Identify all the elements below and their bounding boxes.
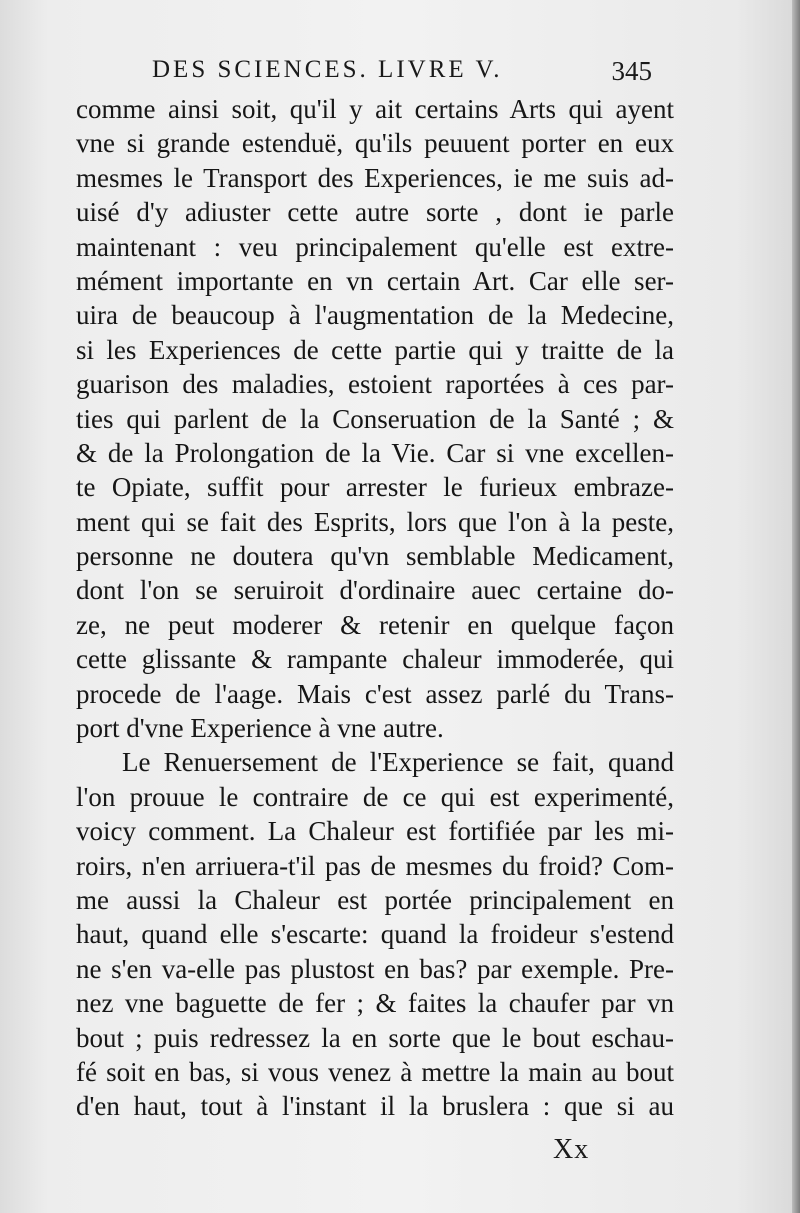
paragraph-transport (76, 92, 674, 745)
text-line: port d'vne Experience à vne autre. (76, 713, 444, 744)
text-line: dont l'on se seruiroit d'ordinaire auec certaine do- (76, 575, 674, 606)
text-line: ne s'en va-elle pas plustost en bas? par exemple. Pre- (76, 953, 674, 984)
text-line: comme ainsi soit, qu'il y ait certains Arts qui ayent (76, 94, 674, 124)
text-line: nez vne baguette de fer ; & faites la chaufer par vn (76, 988, 674, 1019)
text-line: personne ne doutera qu'vn semblable Medicament, (76, 541, 674, 572)
text-line: d'en haut, tout à l'instant il la bruslera : que si au (76, 1091, 674, 1122)
text-line: maintenant : veu principalement qu'elle est extre- (76, 231, 674, 262)
text-line: ment qui se fait des Esprits, lors que l'on à la peste, (76, 506, 674, 537)
text-line: roirs, n'en arriuera-t'il pas de mesmes du froid? Com- (76, 850, 674, 881)
paragraph-renuersement (76, 745, 674, 1123)
page-header (152, 56, 652, 96)
text-line: si les Experiences de cette partie qui y traitte de la (76, 334, 674, 365)
text-line: ties qui parlent de la Conseruation de la Santé ; & (76, 403, 674, 434)
text-line: guarison des maladies, estoient raportées à ces par- (76, 369, 674, 400)
text-line: Le Renuersement de l'Experience se fait, quand (122, 747, 674, 778)
running-title: DES SCIENCES. LIVRE V. (152, 56, 503, 83)
text-line: uira de beaucoup à l'augmentation de la Medecine, (76, 300, 674, 331)
text-line: procede de l'aage. Mais c'est assez parlé du Trans- (76, 678, 674, 709)
text-line: cette glissante & rampante chaleur immoderée, qui (76, 644, 674, 675)
text-line: mément importante en vn certain Art. Car elle ser- (76, 265, 674, 296)
text-line: fé soit en bas, si vous venez à mettre la main au bout (76, 1056, 674, 1087)
text-line: & de la Prolongation de la Vie. Car si vne excellen- (76, 437, 674, 468)
text-line: voicy comment. La Chaleur est fortifiée par les mi- (76, 816, 674, 847)
text-line: bout ; puis redressez la en sorte que le bout eschau- (76, 1022, 674, 1053)
text-line: vne si grande estenduë, qu'ils peuuent porter en eux (76, 128, 674, 159)
text-line: te Opiate, suffit pour arrester le furieux embraze- (76, 472, 674, 503)
page-edge-shadow (792, 0, 800, 1213)
signature-mark: Xx (553, 1134, 590, 1165)
text-line: uisé d'y adiuster cette autre sorte , dont ie parle (76, 197, 674, 228)
text-line: ze, ne peut moderer & retenir en quelque façon (76, 609, 674, 640)
body-text (76, 92, 674, 1124)
text-line: haut, quand elle s'escarte: quand la froideur s'estend (76, 919, 674, 950)
text-line: mesmes le Transport des Experiences, ie me suis ad- (76, 162, 674, 193)
page-number: 345 (611, 56, 652, 86)
text-line: me aussi la Chaleur est portée principalement en (76, 884, 674, 915)
text-line: l'on prouue le contraire de ce qui est experimenté, (76, 781, 674, 812)
